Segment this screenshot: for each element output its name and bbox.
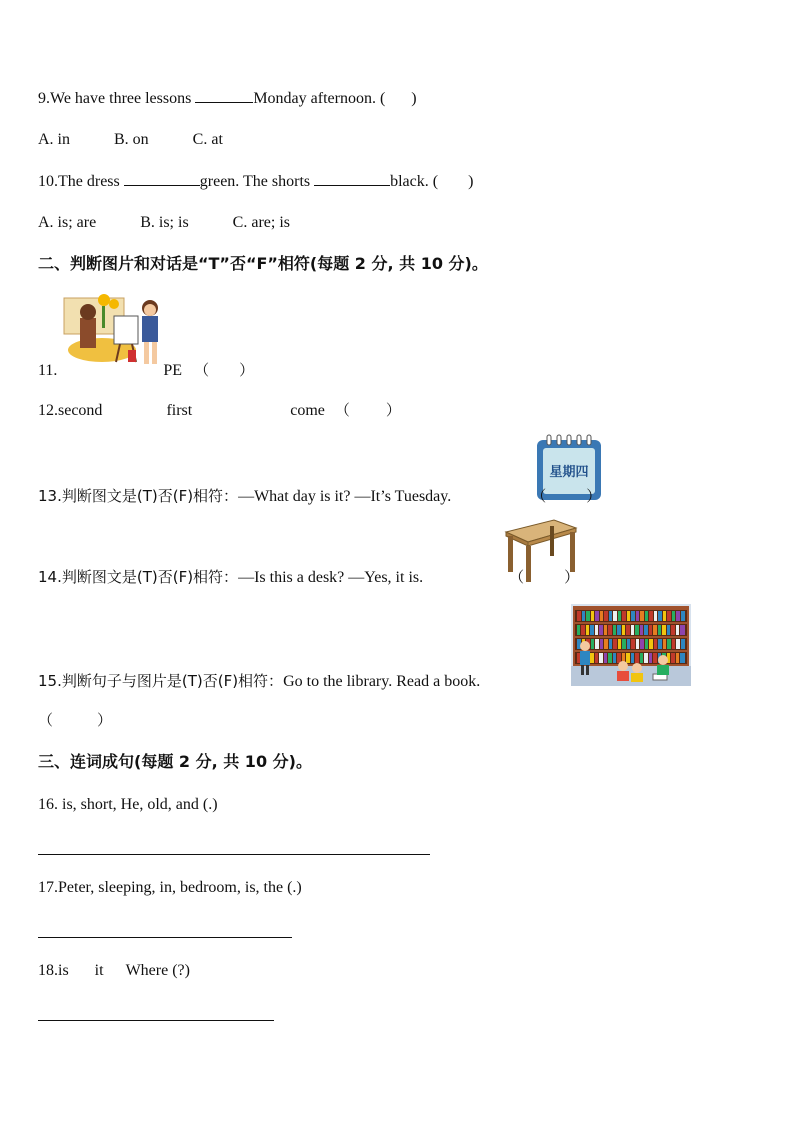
q15-sentence: Go to the library. Read a book. — [283, 673, 481, 690]
q13-dialogue: —What day is it? —It’s Tuesday. — [238, 488, 452, 505]
q12-paren-open: （ — [334, 401, 350, 419]
q9-paren-close: ) — [411, 90, 417, 107]
q9-option-b: B. on — [114, 131, 149, 148]
q10-text-a: 10.The dress — [38, 173, 124, 190]
q14-paren-open: （ — [509, 568, 525, 586]
q11-number: 11. — [38, 362, 58, 379]
q17-prompt: 17.Peter, sleeping, in, bedroom, is, the (.) — [38, 879, 302, 896]
q11-word: PE — [163, 362, 183, 379]
q9-blank[interactable] — [195, 88, 253, 103]
q12-paren-close: ） — [385, 401, 401, 419]
q14-paren-close: ） — [564, 568, 580, 586]
calendar-text: 星期四 — [549, 465, 589, 480]
q10-option-a: A. is; are — [38, 214, 97, 231]
q15-answer-line — [38, 710, 112, 731]
q14-instruction: 14.判断图文是(T)否(F)相符： — [38, 568, 239, 586]
q14-dialogue: —Is this a desk? —Yes, it is. — [238, 569, 424, 586]
q15-paren-open: （ — [38, 711, 54, 729]
q16-answer-line[interactable] — [38, 854, 430, 855]
q9-text-b: Monday afternoon. ( — [253, 90, 386, 107]
q10-option-c: C. are; is — [232, 214, 290, 231]
q10-option-b: B. is; is — [140, 214, 189, 231]
q10-blank-2[interactable] — [314, 171, 390, 186]
q10-text-b: green. The shorts — [199, 173, 315, 190]
library-image — [571, 604, 691, 686]
q18-word-1: 18.is — [38, 962, 69, 979]
q9-text-a: 9.We have three lessons — [38, 90, 196, 107]
q10-line — [38, 171, 473, 192]
section3-title: 三、连词成句(每题 2 分, 共 10 分)。 — [38, 752, 312, 771]
section2-title: 二、判断图片和对话是“T”否“F”相符(每题 2 分, 共 10 分)。 — [38, 254, 488, 273]
q9-option-c: C. at — [192, 131, 223, 148]
q10-options — [38, 213, 290, 233]
q9-options — [38, 130, 223, 150]
q14-line — [38, 567, 579, 588]
q11-paren-close: ） — [239, 361, 255, 379]
q18-prompt — [38, 961, 190, 981]
q15-instruction: 15.判断句子与图片是(T)否(F)相符： — [38, 672, 284, 690]
q10-text-c: black. ( — [390, 173, 439, 190]
q18-word-2: it — [94, 962, 104, 979]
q11-paren-open: （ — [194, 361, 210, 379]
q9-line — [38, 88, 417, 109]
q11-line — [38, 360, 254, 381]
q13-paren-open: （ — [531, 487, 547, 505]
q18-word-3: Where (?) — [125, 962, 190, 979]
q9-option-a: A. in — [38, 131, 70, 148]
q12-word-2: first — [166, 402, 193, 419]
q16-prompt: 16. is, short, He, old, and (.) — [38, 796, 218, 813]
q13-instruction: 13.判断图文是(T)否(F)相符： — [38, 487, 239, 505]
q12-word-3: come — [290, 402, 325, 419]
q10-paren-close: ) — [468, 173, 474, 190]
q15-paren-close: ） — [97, 711, 113, 729]
q18-answer-line[interactable] — [38, 1020, 274, 1021]
q13-paren-close: ） — [586, 487, 602, 505]
q10-blank-1[interactable] — [124, 171, 200, 186]
q12-word-1: 12.second — [38, 402, 103, 419]
q12-line — [38, 400, 401, 421]
q17-answer-line[interactable] — [38, 937, 292, 938]
q15-line — [38, 671, 480, 692]
q13-line — [38, 486, 601, 507]
